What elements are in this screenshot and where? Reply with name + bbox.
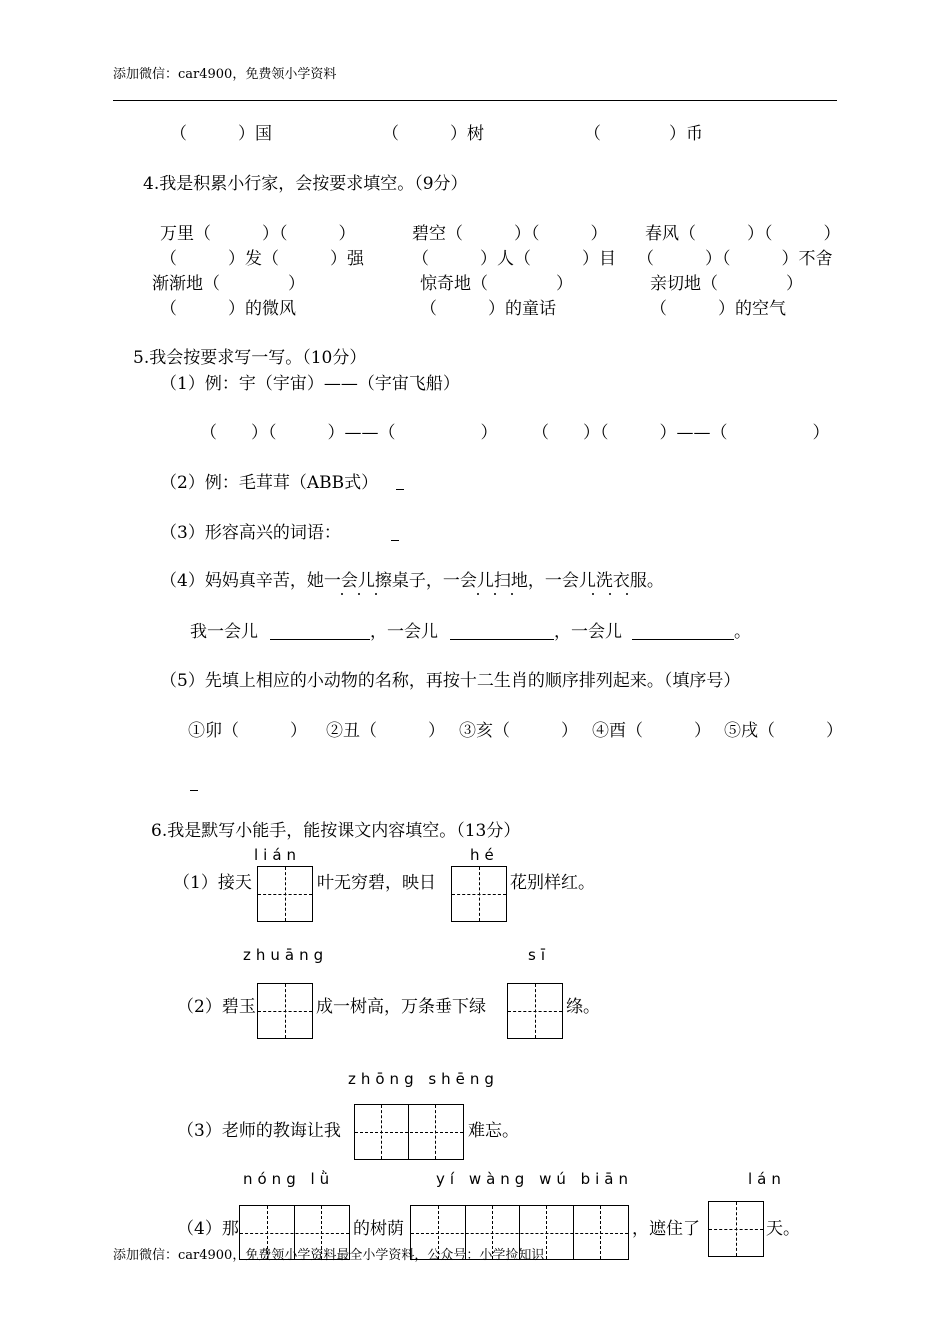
q5-p4-blank-2 — [450, 639, 554, 640]
q4-r1-c: 春风（ ）（ ） — [645, 224, 841, 244]
emphasis-dot — [341, 593, 343, 595]
q5-p4-b: ，一会儿 — [370, 622, 438, 642]
pinyin-zhuang: zhuāng — [243, 946, 329, 964]
q5-p4-blank-1 — [270, 639, 370, 640]
q5-p4-end: 。 — [734, 622, 751, 642]
q5-p1-blank-b: （ ）（ ）——（ ） — [532, 423, 830, 443]
q6-l2-c: 绦。 — [566, 997, 600, 1017]
q4-r2-a: （ ）发（ ）强 — [160, 249, 364, 269]
pinyin-lian: lián — [254, 846, 302, 864]
q6-l1-c: 花别样红。 — [510, 873, 595, 893]
q5-p1-example: （1）例：宇（宇宙）——（宇宙飞船） — [160, 374, 460, 394]
zodiac-3: ③亥（ ） — [459, 721, 578, 741]
pinyin-zhong-sheng: zhōng shēng — [348, 1070, 499, 1088]
q6-l2-a: （2）碧玉 — [177, 997, 256, 1017]
pinyin-lan: lán — [748, 1170, 786, 1188]
q5-p4-a: 我一会儿 — [190, 622, 258, 642]
q5-p3: （3）形容高兴的词语： — [160, 523, 341, 543]
q6-l4-d: 天。 — [766, 1219, 800, 1239]
zodiac-4: ④酉（ ） — [592, 721, 711, 741]
pinyin-nong-lv: nóng lǜ — [243, 1170, 335, 1188]
q4-r3-c: 亲切地（ ） — [650, 274, 803, 294]
emphasis-dot — [477, 593, 479, 595]
q3-blank-bi: （ ）币 — [584, 124, 703, 144]
char-box[interactable] — [451, 866, 507, 922]
q4-r2-c: （ ）（ ）不舍 — [637, 249, 833, 269]
q6-l3-b: 难忘。 — [468, 1121, 519, 1141]
footer-note: 添加微信：car4900，免费领小学资料最全小学资料，公众号：小学捡知识 — [113, 1248, 545, 1263]
q6-l4-a: （4）那 — [177, 1219, 239, 1239]
q5-p4: （4）妈妈真辛苦，她一会儿擦桌子，一会儿扫地，一会儿洗衣服。 — [160, 571, 664, 591]
header-note: 添加微信：car4900，免费领小学资料 — [113, 67, 337, 82]
q4-r1-b: 碧空（ ）（ ） — [412, 224, 608, 244]
q3-blank-shu: （ ）树 — [382, 124, 484, 144]
q4-r1-a: 万里（ ）（ ） — [160, 224, 356, 244]
pinyin-he: hé — [470, 846, 499, 864]
q4-title: 4.我是积累小行家，会按要求填空。（9分） — [143, 174, 468, 194]
q4-r3-a: 渐渐地（ ） — [152, 274, 305, 294]
zodiac-1: ①卯（ ） — [188, 721, 307, 741]
emphasis-dot — [609, 593, 611, 595]
char-box[interactable] — [257, 866, 313, 922]
q4-r4-a: （ ）的微风 — [160, 299, 296, 319]
emphasis-dot — [494, 593, 496, 595]
q6-l2-b: 成一树高，万条垂下绿 — [316, 997, 486, 1017]
q6-l1-a: （1）接天 — [173, 873, 252, 893]
char-box[interactable] — [708, 1201, 764, 1257]
char-box-pair[interactable] — [354, 1104, 464, 1160]
q6-l1-b: 叶无穷碧，映日 — [317, 873, 436, 893]
emphasis-dot — [592, 593, 594, 595]
q3-blank-guo: （ ）国 — [170, 124, 272, 144]
q6-l3-a: （3）老师的教诲让我 — [177, 1121, 341, 1141]
emphasis-dot — [626, 593, 628, 595]
q6-l4-c: ，遮住了 — [632, 1219, 700, 1239]
q6-l4-b: 的树荫 — [353, 1219, 404, 1239]
header-rule — [113, 100, 837, 101]
q4-r4-c: （ ）的空气 — [650, 299, 786, 319]
q5-p2-answer-line — [396, 489, 404, 490]
q4-r4-b: （ ）的童话 — [420, 299, 556, 319]
q5-p1-blank-a: （ ）（ ）——（ ） — [200, 423, 498, 443]
q5-p4-c: ，一会儿 — [554, 622, 622, 642]
emphasis-dot — [511, 593, 513, 595]
zodiac-2: ②丑（ ） — [326, 721, 445, 741]
char-box[interactable] — [257, 983, 313, 1039]
q5-p4-blank-3 — [632, 639, 734, 640]
q5-p5: （5）先填上相应的小动物的名称，再按十二生肖的顺序排列起来。（填序号） — [160, 671, 741, 691]
q4-r2-b: （ ）人（ ）目 — [412, 249, 616, 269]
q6-title: 6.我是默写小能手，能按课文内容填空。（13分） — [151, 821, 521, 841]
q5-p5-answer-line — [190, 790, 198, 791]
q5-p3-answer-line — [391, 540, 399, 541]
q4-r3-b: 惊奇地（ ） — [420, 274, 573, 294]
emphasis-dot — [358, 593, 360, 595]
pinyin-yi-wang-wu-bian: yí wàng wú biān — [436, 1170, 633, 1188]
emphasis-dot — [375, 593, 377, 595]
zodiac-5: ⑤戌（ ） — [724, 721, 843, 741]
q5-p2: （2）例：毛茸茸（ABB式） — [160, 473, 379, 493]
pinyin-si: sī — [528, 946, 550, 964]
q5-title: 5.我会按要求写一写。（10分） — [133, 348, 367, 368]
char-box[interactable] — [507, 983, 563, 1039]
